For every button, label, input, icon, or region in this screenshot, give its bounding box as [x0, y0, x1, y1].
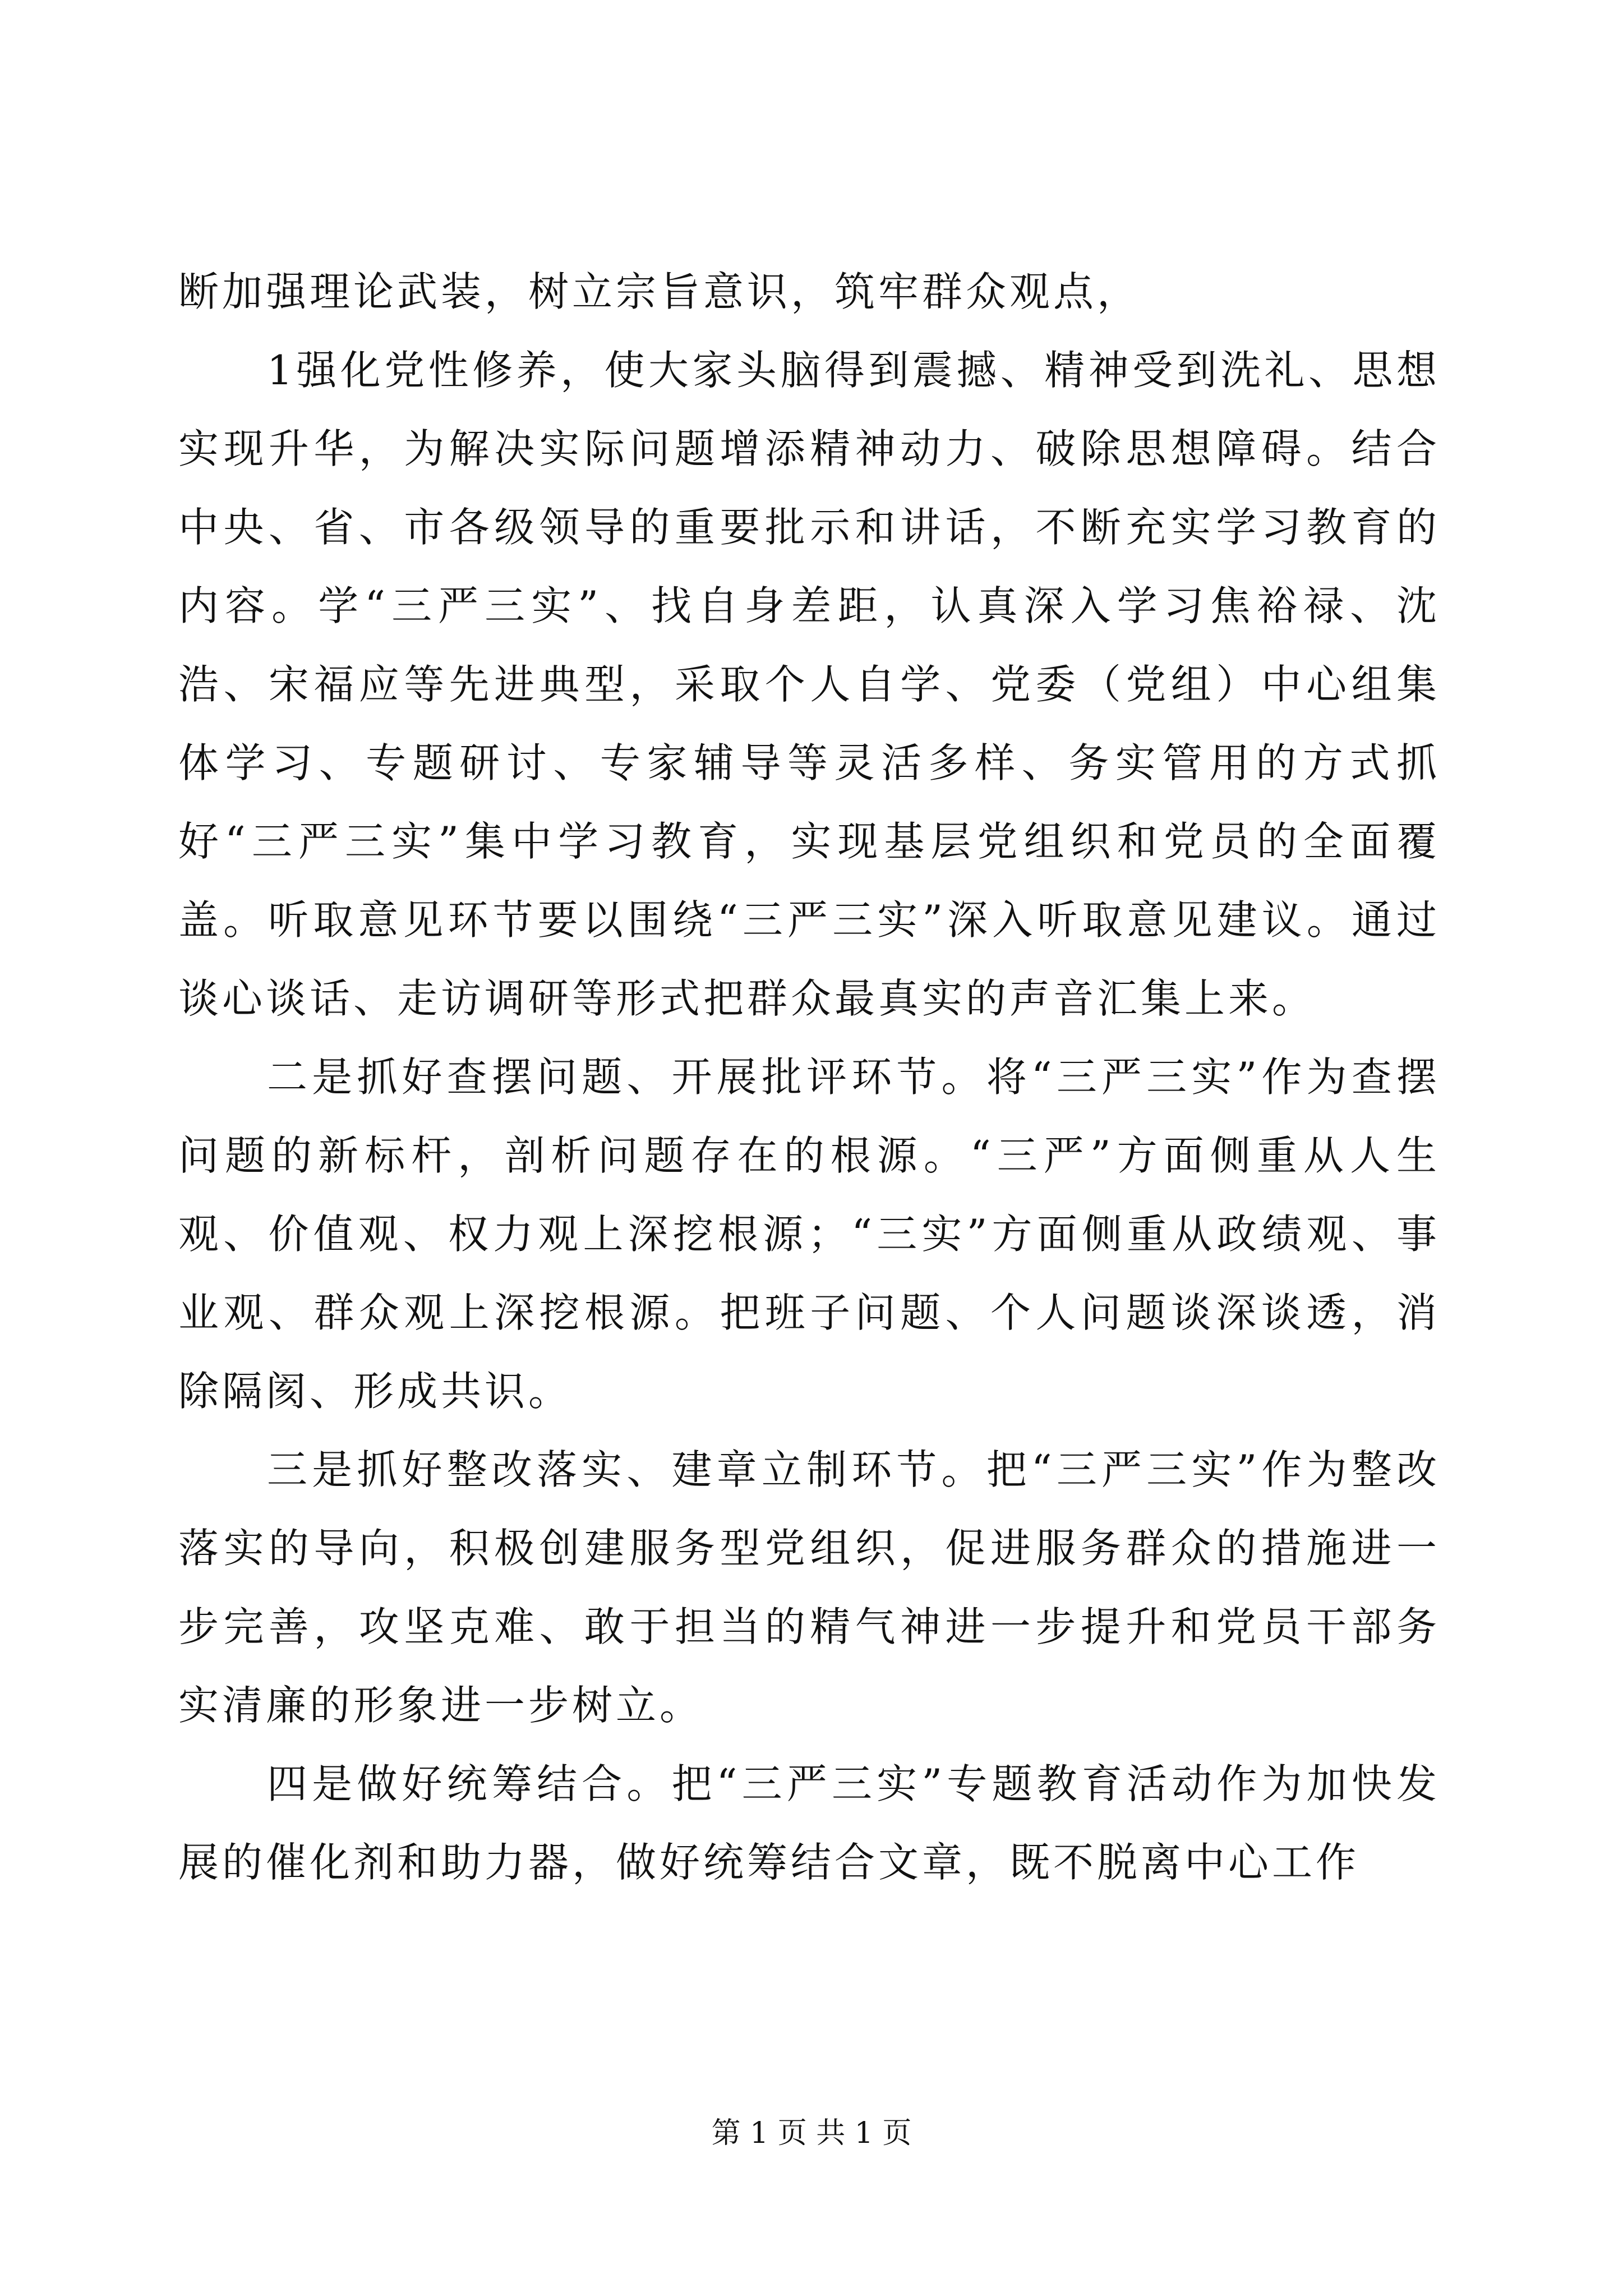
page-number-footer: 第 1 页 共 1 页: [711, 2116, 912, 2150]
paragraph-continuation: 断加强理论武装，树立宗旨意识，筑牢群众观点，: [178, 268, 1141, 315]
paragraph-coordination: 四是做好统筹结合。把“三严三实”专题教育活动作为加快发展的催化剂和助力器，做好统筹结合文章，既不脱离中心工作: [178, 1760, 1440, 1886]
paragraph-rectification: 三是抓好整改落实、建章立制环节。把“三严三实”作为整改落实的导向，积极创建服务型党组织，促进服务群众的措施进一步完善，攻坚克难、敢于担当的精气神进一步提升和党员干部务实清廉的形象进一步树立。: [178, 1446, 1440, 1729]
paragraph-problem-review: 二是抓好查摆问题、开展批评环节。将“三严三实”作为查摆问题的新标杆，剖析问题存在的根源。“三严”方面侧重从人生观、价值观、权力观上深挖根源；“三实”方面侧重从政绩观、事业观、群众观上深挖根源。把班子问题、个人问题谈深谈透，消除隔阂、形成共识。: [178, 1053, 1440, 1415]
paragraph-study-education: 1强化党性修养，使大家头脑得到震撼、精神受到洗礼、思想实现升华，为解决实际问题增添精神动力、破除思想障碍。结合中央、省、市各级领导的重要批示和讲话，不断充实学习教育的内容。学“三严三实”、找自身差距，认真深入学习焦裕禄、沈浩、宋福应等先进典型，采取个人自学、党委（党组）中心组集体学习、专题研讨、专家辅导等灵活多样、务实管用的方式抓好“三严三实”集中学习教育，实现基层党组织和党员的全面覆盖。听取意见环节要以围绕“三严三实”深入听取意见建议。通过谈心谈话、走访调研等形式把群众最真实的声音汇集上来。: [178, 347, 1440, 1022]
document-body: [178, 252, 1440, 1902]
